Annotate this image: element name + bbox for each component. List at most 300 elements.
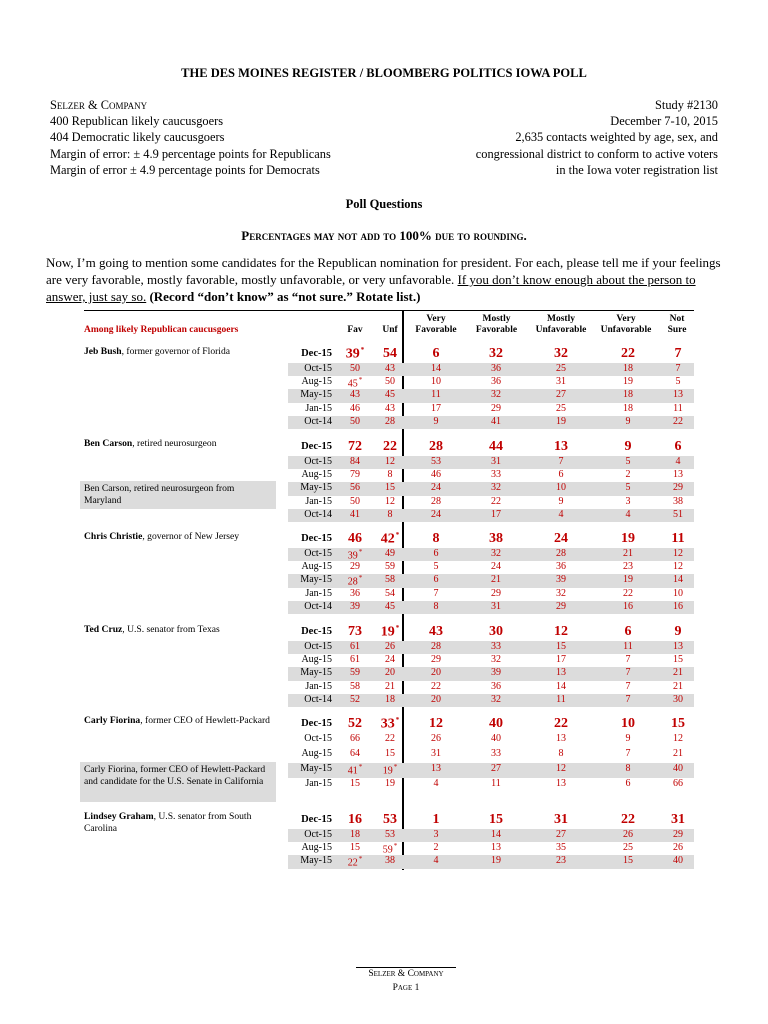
table-cell: 38 — [673, 495, 683, 507]
asterisk-mark: * — [395, 624, 400, 632]
table-cell: 17 — [431, 402, 441, 414]
right-meta-2: December 7-10, 2015 — [610, 114, 718, 128]
table-cell: 84 — [350, 456, 360, 467]
table-cell: 19 — [621, 531, 635, 546]
table-cell: 5 — [625, 482, 631, 494]
table-cell: 21 — [385, 680, 395, 692]
right-meta-3: 2,635 contacts weighted by age, sex, and — [515, 130, 718, 144]
table-cell: 32 — [556, 587, 566, 599]
table-cell: 31 — [554, 812, 568, 827]
table-cell: 29 — [350, 561, 360, 573]
table-cell: 21 — [491, 574, 501, 586]
asterisk-mark: * — [393, 763, 398, 771]
table-cell: 52 — [348, 716, 362, 731]
table-cell: 4 — [625, 508, 631, 520]
table-cell: 22* — [347, 855, 363, 869]
row-date: Oct-15 — [304, 641, 332, 652]
table-cell: 28 — [429, 439, 443, 454]
table-cell: 32 — [491, 389, 501, 401]
table-cell: 12 — [429, 716, 443, 731]
table-cell: 43 — [385, 402, 395, 414]
table-top-rule — [84, 310, 694, 311]
candidate-desc: , retired neurosurgeon — [132, 438, 217, 449]
table-cell: 9 — [674, 624, 682, 639]
table-cell: 19* — [382, 763, 398, 777]
table-cell: 8 — [625, 763, 631, 774]
table-cell: 11 — [491, 778, 501, 789]
table-cell: 29 — [556, 600, 566, 612]
table-cell: 27 — [491, 763, 501, 774]
table-cell: 39 — [556, 574, 566, 586]
table-cell: 4 — [558, 508, 564, 520]
table-cell: 25 — [556, 402, 566, 414]
row-date: Oct-14 — [304, 415, 332, 427]
table-cell: 14 — [431, 363, 441, 374]
table-cell: 15 — [673, 654, 683, 666]
row-date: Oct-14 — [304, 600, 332, 612]
candidate-alt-desc: Ben Carson, retired neurosurgeon from Maryland — [84, 483, 235, 506]
table-cell: 7 — [675, 363, 681, 374]
table-cell: 46 — [350, 402, 360, 414]
table-cell: 58 — [350, 680, 360, 692]
table-cell: 21 — [623, 548, 633, 559]
table-cell: 25 — [556, 363, 566, 374]
table-cell: 7 — [625, 680, 631, 692]
table-cell: 9 — [625, 415, 631, 427]
table-cell: 6 — [433, 548, 439, 559]
row-date: May-15 — [300, 855, 332, 867]
table-cell: 15 — [350, 842, 360, 854]
table-cell: 7 — [433, 587, 439, 599]
candidate-desc: , U.S. senator from Texas — [122, 624, 220, 635]
asterisk-mark: * — [358, 548, 363, 556]
table-cell: 13 — [556, 733, 566, 744]
candidate-desc: , governor of New Jersey — [142, 531, 240, 542]
table-cell: 7 — [558, 456, 564, 467]
table-cell: 15 — [623, 855, 633, 867]
table-cell: 6 — [558, 469, 564, 481]
table-cell: 10 — [556, 482, 566, 494]
table-cell: 50 — [350, 415, 360, 427]
table-cell: 15 — [385, 748, 395, 759]
question-underline: If you don’t know enough about the person to answer, just say so. — [46, 272, 696, 304]
table-cell: 6 — [433, 574, 439, 586]
row-date: Jan-15 — [305, 778, 332, 789]
table-cell: 39* — [347, 548, 363, 562]
table-cell: 59 — [385, 561, 395, 573]
table-cell: 25 — [623, 842, 633, 854]
table-cell: 13 — [491, 842, 501, 854]
right-meta-4: congressional district to conform to active voters — [475, 147, 718, 161]
table-cell: 42* — [380, 531, 400, 547]
table-cell: 15 — [671, 716, 685, 731]
table-cell: 27 — [556, 389, 566, 401]
row-date: Oct-15 — [304, 733, 332, 744]
table-cell: 28 — [556, 548, 566, 559]
table-cell: 36 — [491, 680, 501, 692]
table-cell: 19 — [623, 376, 633, 388]
table-cell: 22 — [673, 415, 683, 427]
rounding-note: Percentages may not add to 100% due to rounding. — [241, 228, 527, 243]
table-cell: 28 — [431, 495, 441, 507]
table-cell: 32 — [489, 346, 503, 361]
table-cell: 32 — [491, 654, 501, 666]
footer-org: Selzer & Company — [368, 969, 444, 979]
col-mostly-unf: Mostly Unfavorable — [535, 314, 587, 335]
table-cell: 29 — [673, 829, 683, 840]
row-date: May-15 — [300, 389, 332, 401]
col-mostly-fav: Mostly Favorable — [475, 314, 518, 335]
table-cell: 29 — [491, 587, 501, 599]
table-cell: 50 — [350, 363, 360, 374]
table-cell: 45* — [347, 376, 363, 390]
table-cell: 33 — [491, 748, 501, 759]
asterisk-mark: * — [358, 376, 363, 385]
row-date: Oct-15 — [304, 548, 332, 559]
table-cell: 22 — [431, 680, 441, 692]
asterisk-mark: * — [360, 346, 365, 354]
row-date: Dec-15 — [301, 533, 332, 544]
table-cell: 52 — [350, 693, 360, 705]
table-cell: 32 — [491, 482, 501, 494]
right-meta-1: Study #2130 — [655, 98, 718, 112]
table-cell: 17 — [491, 508, 501, 520]
table-cell: 29 — [431, 654, 441, 666]
table-cell: 26 — [385, 641, 395, 652]
table-cell: 54 — [383, 346, 397, 361]
table-cell: 66 — [350, 733, 360, 744]
table-cell: 7 — [625, 667, 631, 679]
table-cell: 31 — [491, 456, 501, 467]
table-cell: 36 — [491, 363, 501, 374]
table-cell: 6 — [625, 778, 631, 789]
candidate-surname: Jeb Bush — [84, 346, 122, 357]
table-cell: 26 — [431, 733, 441, 744]
table-cell: 13 — [554, 439, 568, 454]
table-cell: 9 — [624, 439, 632, 454]
candidate-surname: Carly Fiorina — [84, 715, 141, 726]
table-cell: 28 — [431, 641, 441, 652]
table-cell: 33 — [491, 641, 501, 652]
table-cell: 38 — [489, 531, 503, 546]
row-date: Oct-14 — [304, 693, 332, 705]
table-cell: 18 — [623, 363, 633, 374]
table-cell: 10 — [431, 376, 441, 388]
table-cell: 31 — [671, 812, 685, 827]
table-cell: 38 — [385, 855, 395, 867]
table-cell: 18 — [623, 389, 633, 401]
table-cell: 12 — [385, 456, 395, 467]
table-cell: 41 — [491, 415, 501, 427]
table-cell: 59* — [382, 842, 398, 856]
row-date: Aug-15 — [301, 654, 332, 666]
table-cell: 3 — [433, 829, 439, 840]
group-label: Among likely Republican caucusgoers — [84, 325, 239, 335]
table-cell: 7 — [625, 693, 631, 705]
table-cell: 12 — [556, 763, 566, 774]
left-meta-2: 404 Democratic likely caucusgoers — [50, 130, 225, 144]
row-date: Dec-15 — [301, 348, 332, 359]
table-cell: 15 — [385, 482, 395, 494]
table-cell: 26 — [623, 829, 633, 840]
table-cell: 12 — [673, 561, 683, 573]
table-cell: 20 — [431, 667, 441, 679]
table-cell: 32 — [491, 548, 501, 559]
table-cell: 18 — [623, 402, 633, 414]
table-cell: 30 — [673, 693, 683, 705]
table-cell: 4 — [675, 456, 681, 467]
table-cell: 53 — [383, 812, 397, 827]
question-plain: Now, I’m going to mention some candidates for the Republican nomination for president. For each, please tell me if your feelings are very favorable, mostly favorable, mostly unfavorable, or very unfavorable. — [46, 255, 721, 287]
table-cell: 31 — [431, 748, 441, 759]
table-cell: 7 — [625, 748, 631, 759]
col-very-unf: Very Unfavorable — [600, 314, 652, 335]
table-cell: 15 — [489, 812, 503, 827]
footer-rule — [356, 967, 456, 968]
table-cell: 43 — [385, 363, 395, 374]
table-cell: 40 — [673, 763, 683, 774]
table-cell: 8 — [558, 748, 564, 759]
table-cell: 12 — [673, 548, 683, 559]
table-cell: 3 — [625, 495, 631, 507]
table-cell: 50 — [385, 376, 395, 388]
col-fav: Fav — [347, 325, 363, 335]
table-cell: 18 — [385, 693, 395, 705]
table-cell: 14 — [556, 680, 566, 692]
left-meta-1: 400 Republican likely caucusgoers — [50, 114, 224, 128]
row-date: Oct-15 — [304, 363, 332, 374]
table-cell: 13 — [556, 667, 566, 679]
table-cell: 5 — [433, 561, 439, 573]
table-cell: 45 — [385, 389, 395, 401]
table-cell: 29 — [673, 482, 683, 494]
table-cell: 11 — [556, 693, 566, 705]
table-cell: 23 — [623, 561, 633, 573]
asterisk-mark: * — [395, 531, 400, 539]
table-cell: 20 — [431, 693, 441, 705]
row-date: Dec-15 — [301, 441, 332, 452]
table-cell: 24 — [385, 654, 395, 666]
table-cell: 22 — [385, 733, 395, 744]
table-cell: 12 — [554, 624, 568, 639]
left-meta-4: Margin of error ± 4.9 percentage points for Democrats — [50, 163, 320, 177]
table-cell: 19 — [623, 574, 633, 586]
table-cell: 2 — [625, 469, 631, 481]
row-date: Jan-15 — [305, 587, 332, 599]
table-cell: 39* — [345, 346, 365, 362]
table-cell: 10 — [673, 587, 683, 599]
table-cell: 12 — [673, 733, 683, 744]
table-cell: 39 — [491, 667, 501, 679]
table-cell: 53 — [385, 829, 395, 840]
table-cell: 12 — [385, 495, 395, 507]
table-cell: 9 — [625, 733, 631, 744]
table-cell: 24 — [554, 531, 568, 546]
table-cell: 11 — [673, 402, 683, 414]
table-cell: 16 — [348, 812, 362, 827]
table-cell: 6 — [624, 624, 632, 639]
row-date: May-15 — [300, 574, 332, 586]
col-unf: Unf — [382, 325, 398, 335]
table-cell: 36 — [350, 587, 360, 599]
table-cell: 36 — [491, 376, 501, 388]
table-cell: 13 — [431, 763, 441, 774]
table-cell: 31 — [556, 376, 566, 388]
table-cell: 6 — [432, 346, 440, 361]
table-cell: 24 — [491, 561, 501, 573]
question-text — [46, 254, 736, 305]
section-heading: Poll Questions — [345, 197, 423, 211]
table-cell: 7 — [625, 654, 631, 666]
row-date: Aug-15 — [301, 469, 332, 481]
table-cell: 54 — [385, 587, 395, 599]
table-cell: 24 — [431, 482, 441, 494]
table-cell: 28* — [347, 574, 363, 588]
table-cell: 50 — [350, 495, 360, 507]
table-cell: 40 — [489, 716, 503, 731]
table-cell: 35 — [556, 842, 566, 854]
row-date: Dec-15 — [301, 814, 332, 825]
asterisk-mark: * — [395, 716, 400, 724]
table-cell: 14 — [491, 829, 501, 840]
candidate-name — [84, 346, 274, 358]
table-cell: 19 — [491, 855, 501, 867]
right-meta-5: in the Iowa voter registration list — [555, 163, 718, 177]
table-cell: 4 — [433, 778, 439, 789]
table-cell: 56 — [350, 482, 360, 494]
table-cell: 16 — [673, 600, 683, 612]
candidate-surname: Ted Cruz — [84, 624, 123, 635]
table-cell: 49 — [385, 548, 395, 559]
table-cell: 22 — [623, 587, 633, 599]
table-cell: 22 — [491, 495, 501, 507]
table-cell: 17 — [556, 654, 566, 666]
table-cell: 21 — [673, 667, 683, 679]
table-cell: 61 — [350, 641, 360, 652]
table-cell: 26 — [673, 842, 683, 854]
row-date: Aug-15 — [301, 561, 332, 573]
table-cell: 15 — [556, 641, 566, 652]
table-cell: 24 — [431, 508, 441, 520]
table-cell: 22 — [621, 812, 635, 827]
table-cell: 30 — [489, 624, 503, 639]
table-cell: 8 — [387, 469, 393, 481]
table-cell: 29 — [491, 402, 501, 414]
row-date: May-15 — [300, 667, 332, 679]
row-date: Aug-15 — [301, 748, 332, 759]
row-date: May-15 — [300, 763, 332, 774]
table-cell: 28 — [385, 415, 395, 427]
table-cell: 1 — [432, 812, 440, 827]
candidate-name — [84, 811, 274, 835]
table-cell: 6 — [674, 439, 682, 454]
row-date: May-15 — [300, 482, 332, 494]
table-cell: 20 — [385, 667, 395, 679]
footer-page: Page 1 — [392, 983, 420, 993]
table-cell: 41* — [347, 763, 363, 777]
candidate-surname: Lindsey Graham — [84, 811, 154, 822]
candidate-name — [84, 624, 274, 636]
row-date: Oct-15 — [304, 456, 332, 467]
asterisk-mark: * — [358, 855, 363, 864]
table-cell: 31 — [491, 600, 501, 612]
table-cell: 33 — [491, 469, 501, 481]
candidate-surname: Ben Carson — [84, 438, 133, 449]
row-date: Jan-15 — [305, 495, 332, 507]
table-cell: 45 — [385, 600, 395, 612]
table-cell: 13 — [673, 641, 683, 652]
table-cell: 43 — [429, 624, 443, 639]
row-date: Aug-15 — [301, 376, 332, 388]
asterisk-mark: * — [393, 842, 398, 851]
candidate-name — [84, 715, 274, 727]
table-cell: 23 — [556, 855, 566, 867]
col-very-fav: Very Favorable — [415, 314, 457, 335]
table-cell: 14 — [673, 574, 683, 586]
table-cell: 18 — [350, 829, 360, 840]
table-cell: 22 — [621, 346, 635, 361]
table-cell: 4 — [433, 855, 439, 867]
row-date: Oct-15 — [304, 829, 332, 840]
table-cell: 58 — [385, 574, 395, 586]
table-cell: 41 — [350, 508, 360, 520]
table-cell: 19 — [556, 415, 566, 427]
row-date: Aug-15 — [301, 842, 332, 854]
asterisk-mark: * — [358, 574, 363, 583]
table-cell: 11 — [431, 389, 441, 401]
table-cell: 72 — [348, 439, 362, 454]
document-title: THE DES MOINES REGISTER / BLOOMBERG POLITICS IOWA POLL — [181, 66, 587, 80]
table-cell: 79 — [350, 469, 360, 481]
table-cell: 44 — [489, 439, 503, 454]
row-date: Dec-15 — [301, 718, 332, 729]
table-cell: 33* — [380, 716, 400, 732]
candidate-surname: Chris Christie — [84, 531, 143, 542]
table-cell: 22 — [383, 439, 397, 454]
table-cell: 53 — [431, 456, 441, 467]
table-cell: 21 — [673, 748, 683, 759]
table-cell: 51 — [673, 508, 683, 520]
table-cell: 7 — [674, 346, 682, 361]
candidate-desc: , U.S. senator from South Carolina — [84, 811, 252, 834]
question-instruction: (Record “don’t know” as “not sure.” Rotate list.) — [146, 289, 421, 304]
table-cell: 40 — [491, 733, 501, 744]
table-cell: 2 — [433, 842, 439, 854]
table-cell: 19 — [385, 778, 395, 789]
left-meta-3: Margin of error: ± 4.9 percentage points for Republicans — [50, 147, 331, 161]
table-cell: 22 — [554, 716, 568, 731]
table-cell: 40 — [673, 855, 683, 867]
table-cell: 32 — [554, 346, 568, 361]
table-cell: 13 — [556, 778, 566, 789]
table-cell: 36 — [556, 561, 566, 573]
row-date: Oct-14 — [304, 508, 332, 520]
table-cell: 8 — [433, 600, 439, 612]
table-cell: 5 — [675, 376, 681, 388]
candidate-desc: , former CEO of Hewlett-Packard — [140, 715, 270, 726]
table-cell: 39 — [350, 600, 360, 612]
col-not-sure: Not Sure — [667, 314, 687, 335]
candidate-alt-desc: Carly Fiorina, former CEO of Hewlett-Packard and candidate for the U.S. Senate in California — [84, 764, 266, 787]
table-cell: 5 — [625, 456, 631, 467]
table-cell: 32 — [491, 693, 501, 705]
table-cell: 59 — [350, 667, 360, 679]
table-cell: 46 — [348, 531, 362, 546]
candidate-desc: , former governor of Florida — [121, 346, 231, 357]
table-cell: 16 — [623, 600, 633, 612]
table-cell: 66 — [673, 778, 683, 789]
table-cell: 10 — [621, 716, 635, 731]
